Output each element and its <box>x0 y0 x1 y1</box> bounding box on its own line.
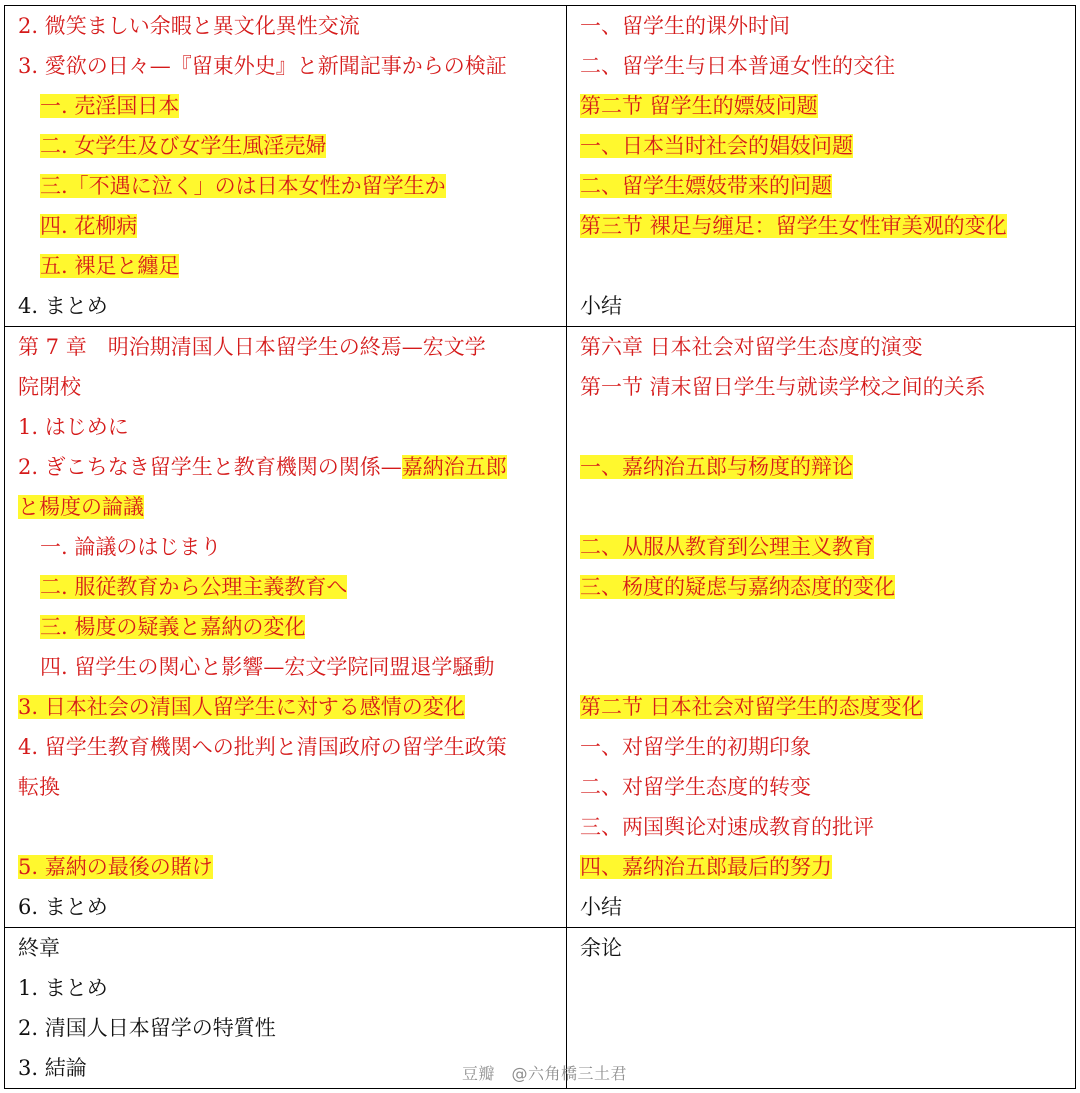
chinese-toc-line <box>580 447 1067 487</box>
japanese-toc-line <box>18 6 558 46</box>
chinese-toc-line <box>580 647 1067 687</box>
toc-text: 第 7 章 明治期清国人日本留学生の終焉—宏文学 <box>18 335 486 359</box>
chinese-toc-line <box>580 687 1067 727</box>
japanese-toc-line <box>18 1008 558 1048</box>
chinese-toc-line <box>580 367 1067 407</box>
toc-text: 第二节 留学生的嫖妓问题 <box>580 94 818 118</box>
toc-text: 4. まとめ <box>18 294 108 318</box>
chinese-toc-line <box>580 1048 1067 1088</box>
toc-text: 1. はじめに <box>18 415 129 439</box>
japanese-toc-line <box>18 928 558 968</box>
chinese-toc-line <box>580 928 1067 968</box>
chinese-toc-line <box>580 166 1067 206</box>
japanese-toc-line <box>18 46 558 86</box>
toc-text: と楊度の論議 <box>18 495 144 519</box>
toc-text: 二、留学生与日本普通女性的交往 <box>580 54 895 78</box>
japanese-toc-line <box>18 887 558 927</box>
chinese-toc-line <box>580 887 1067 927</box>
toc-text: 二. 服従教育から公理主義教育へ <box>40 575 348 599</box>
japanese-toc-line <box>18 166 558 206</box>
toc-text: 第二节 日本社会对留学生的态度变化 <box>580 695 923 719</box>
chinese-toc-line <box>580 407 1067 447</box>
chinese-toc-line <box>580 847 1067 887</box>
table-row <box>5 6 1076 327</box>
toc-text: 4. 留学生教育機関への批判と清国政府の留学生政策 <box>18 735 507 759</box>
chinese-toc-line <box>580 767 1067 807</box>
toc-text: 一、嘉纳治五郎与杨度的辩论 <box>580 455 853 479</box>
japanese-toc-line <box>18 367 558 407</box>
chinese-toc-line <box>580 487 1067 527</box>
japanese-toc-line <box>18 807 558 847</box>
chapter-comparison-table <box>4 5 1076 1089</box>
japanese-toc-line <box>18 527 558 567</box>
toc-text: 一、留学生的课外时间 <box>580 14 790 38</box>
toc-text: 院閉校 <box>18 375 81 399</box>
toc-text: 一. 売淫国日本 <box>40 94 180 118</box>
toc-text: 1. まとめ <box>18 976 108 1000</box>
toc-text: 第一节 清末留日学生与就读学校之间的关系 <box>580 375 986 399</box>
toc-text: 四. 留学生の関心と影響—宏文学院同盟退学騒動 <box>40 655 495 679</box>
table-row <box>5 327 1076 928</box>
toc-text: 三. 楊度の疑義と嘉納の変化 <box>40 615 306 639</box>
chinese-toc-line <box>580 6 1067 46</box>
chinese-toc-line <box>580 286 1067 326</box>
toc-text: 転換 <box>18 775 60 799</box>
chinese-toc-line <box>580 968 1067 1008</box>
chinese-toc-cell <box>567 327 1076 928</box>
japanese-toc-line <box>18 126 558 166</box>
japanese-toc-line <box>18 86 558 126</box>
toc-text: 三、杨度的疑虑与嘉纳态度的变化 <box>580 575 895 599</box>
japanese-toc-line <box>18 447 558 487</box>
toc-text: 二. 女学生及び女学生風淫売婦 <box>40 134 327 158</box>
toc-text: 小结 <box>580 294 622 318</box>
chinese-toc-cell <box>567 928 1076 1089</box>
toc-text: 三.「不遇に泣く」のは日本女性か留学生か <box>40 174 446 198</box>
japanese-toc-line <box>18 327 558 367</box>
chinese-toc-line <box>580 607 1067 647</box>
toc-text: 二、留学生嫖妓带来的问题 <box>580 174 832 198</box>
chinese-toc-line <box>580 727 1067 767</box>
chinese-toc-line <box>580 206 1067 246</box>
chinese-toc-line <box>580 327 1067 367</box>
chinese-toc-cell <box>567 6 1076 327</box>
toc-text: 小结 <box>580 895 622 919</box>
chinese-toc-line <box>580 46 1067 86</box>
toc-text: 2. 清国人日本留学の特質性 <box>18 1016 276 1040</box>
japanese-toc-line <box>18 687 558 727</box>
japanese-toc-line <box>18 847 558 887</box>
toc-text-segment: 2. ぎこちなき留学生と教育機関の関係— <box>18 455 402 479</box>
toc-text: 一. 論議のはじまり <box>40 535 222 559</box>
toc-text: 3. 愛欲の日々—『留東外史』と新聞記事からの検証 <box>18 54 507 78</box>
toc-text: 二、对留学生态度的转变 <box>580 775 811 799</box>
japanese-toc-cell <box>5 327 567 928</box>
japanese-toc-line <box>18 246 558 286</box>
chinese-toc-line <box>580 86 1067 126</box>
toc-text: 6. まとめ <box>18 895 108 919</box>
chinese-toc-line <box>580 246 1067 286</box>
chinese-toc-line <box>580 807 1067 847</box>
toc-text: 3. 結論 <box>18 1056 87 1080</box>
chinese-toc-line <box>580 567 1067 607</box>
toc-text: 3. 日本社会の清国人留学生に対する感情の変化 <box>18 695 465 719</box>
toc-text: 5. 嘉納の最後の賭け <box>18 855 213 879</box>
table-body <box>5 6 1076 1089</box>
japanese-toc-line <box>18 407 558 447</box>
chinese-toc-line <box>580 527 1067 567</box>
japanese-toc-line <box>18 487 558 527</box>
toc-text: 一、对留学生的初期印象 <box>580 735 811 759</box>
toc-text-segment: 嘉納治五郎 <box>401 455 507 479</box>
toc-text: 四、嘉纳治五郎最后的努力 <box>580 855 832 879</box>
japanese-toc-line <box>18 767 558 807</box>
watermark: 豆瓣 @六角橋三土君 <box>462 1064 628 1083</box>
japanese-toc-line <box>18 286 558 326</box>
japanese-toc-line <box>18 727 558 767</box>
toc-text: 二、从服从教育到公理主义教育 <box>580 535 874 559</box>
japanese-toc-line <box>18 567 558 607</box>
toc-text: 第六章 日本社会对留学生态度的演变 <box>580 335 923 359</box>
japanese-toc-line <box>18 607 558 647</box>
toc-text: 一、日本当时社会的娼妓问题 <box>580 134 853 158</box>
japanese-toc-line <box>18 206 558 246</box>
japanese-toc-cell <box>5 6 567 327</box>
japanese-toc-line <box>18 968 558 1008</box>
toc-text: 2. 微笑ましい余暇と異文化異性交流 <box>18 14 360 38</box>
toc-text: 四. 花柳病 <box>40 214 138 238</box>
toc-text: 五. 裸足と纏足 <box>40 254 180 278</box>
japanese-toc-line <box>18 647 558 687</box>
chinese-toc-line <box>580 1008 1067 1048</box>
toc-text: 三、两国舆论对速成教育的批评 <box>580 815 874 839</box>
chinese-toc-line <box>580 126 1067 166</box>
toc-text: 終章 <box>18 936 60 960</box>
toc-text: 余论 <box>580 936 622 960</box>
toc-text: 第三节 裸足与缠足：留学生女性审美观的变化 <box>580 214 1007 238</box>
